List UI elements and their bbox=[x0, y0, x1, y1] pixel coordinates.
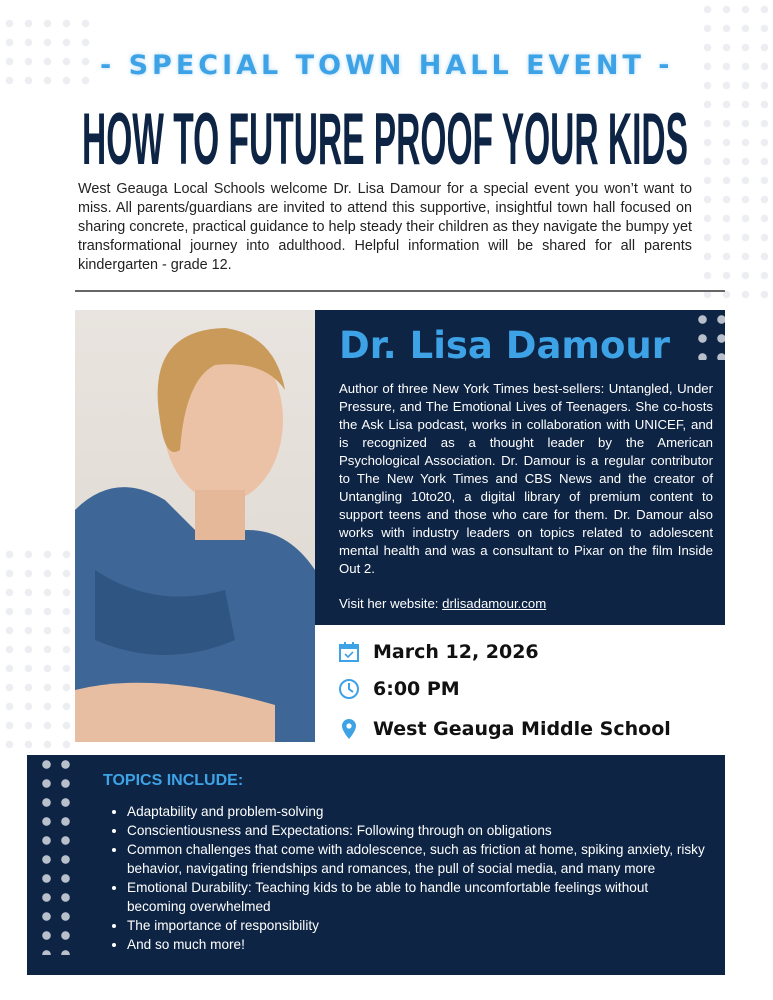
topics-list bbox=[127, 802, 707, 954]
event-kicker: - SPECIAL TOWN HALL EVENT - bbox=[100, 50, 674, 81]
website-link[interactable]: drlisadamour.com bbox=[442, 596, 547, 611]
website-label: Visit her website: bbox=[339, 596, 443, 611]
decor-dots-top-left bbox=[0, 14, 100, 94]
speaker-bio-panel bbox=[315, 310, 725, 625]
event-time bbox=[338, 678, 460, 700]
list-item: • Conscientiousness and Expectations: Following through on obligations bbox=[127, 821, 707, 840]
speaker-name: Dr. Lisa Damour bbox=[339, 324, 670, 367]
decor-dots-right bbox=[698, 0, 773, 300]
decor-dots-bio bbox=[693, 310, 725, 360]
page-title: HOW TO FUTURE PROOF YOUR KIDS bbox=[82, 100, 688, 172]
list-item: • The importance of responsibility bbox=[127, 916, 707, 935]
event-location-text: West Geauga Middle School bbox=[373, 718, 671, 740]
event-location bbox=[338, 718, 671, 740]
divider bbox=[75, 290, 725, 292]
calendar-icon bbox=[338, 641, 360, 663]
list-item: • Emotional Durability: Teaching kids to be able to handle uncomfortable feelings without becoming overwhelmed bbox=[127, 878, 707, 916]
location-pin-icon bbox=[338, 718, 360, 740]
clock-icon bbox=[338, 678, 360, 700]
intro-paragraph: West Geauga Local Schools welcome Dr. Lisa Damour for a special event you won’t want to miss. All parents/guardians are invited to attend this supportive, insightful town hall focused on sharing concrete, practical guidance to help steady their children as they navigate the bumpy yet transformational journey into adulthood. Helpful information will be shared for all parents kindergarten - grade 12. bbox=[78, 181, 692, 273]
decor-dots-topics bbox=[37, 755, 79, 955]
speaker-bio: Author of three New York Times best-sellers: Untangled, Under Pressure, and The Emotional Lives of Teenagers. She co-hosts the Ask Lisa podcast, works in collaboration with UNICEF, and is recognized as a thought leader by the American Psychological Association. Dr. Damour is a regular contributor to The New York Times and CBS News and the creator of Untangling 10to20, a digital library of premium content to support teens and those who care for them. Dr. Damour also works with industry leaders on topics related to adolescent mental health and was a consultant to Pixar on the film Inside Out 2. bbox=[339, 381, 713, 576]
list-item: • Adaptability and problem-solving bbox=[127, 802, 707, 821]
topics-panel bbox=[27, 755, 725, 975]
speaker-photo bbox=[75, 310, 315, 742]
decor-dots-left bbox=[0, 545, 75, 755]
event-date bbox=[338, 641, 539, 663]
event-time-text: 6:00 PM bbox=[373, 678, 460, 700]
event-date-text: March 12, 2026 bbox=[373, 641, 539, 663]
list-item: • And so much more! bbox=[127, 935, 707, 954]
topics-heading: TOPICS INCLUDE: bbox=[103, 772, 244, 789]
page-title-wrap bbox=[82, 100, 688, 172]
website-line bbox=[339, 596, 546, 611]
list-item: • Common challenges that come with adolescence, such as friction at home, spiking anxiety, risky behavior, navigating friendships and romances, the pull of social media, and many more bbox=[127, 840, 707, 878]
